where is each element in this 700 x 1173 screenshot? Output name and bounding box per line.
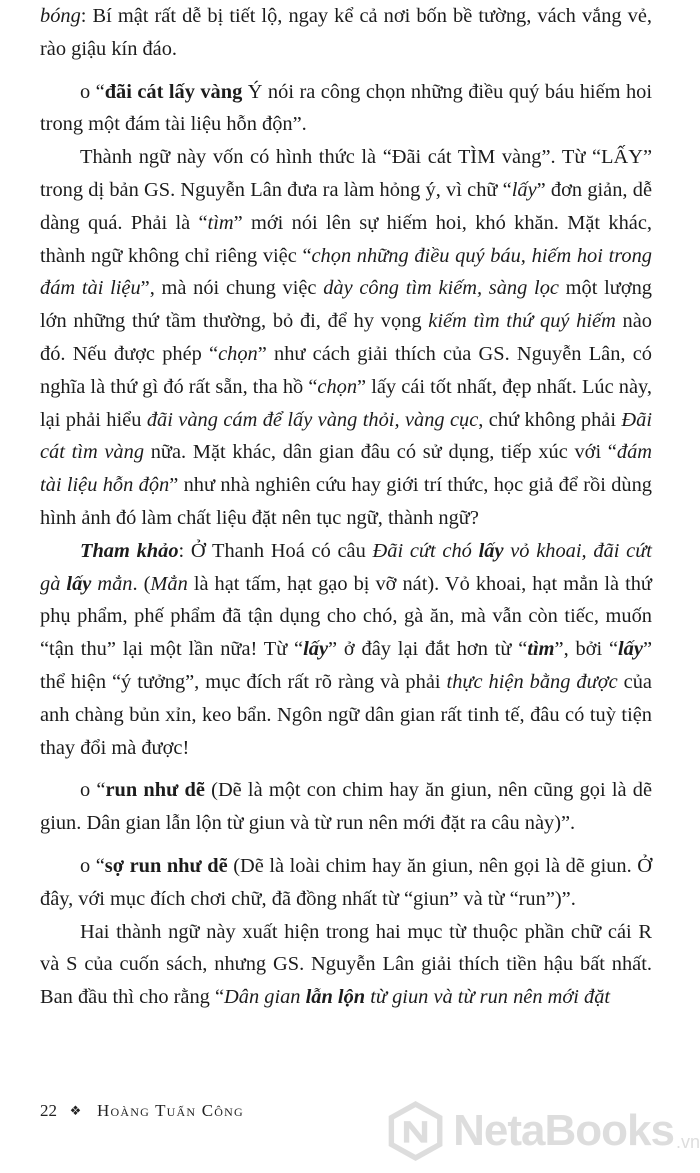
text-run: Hai thành ngữ này xuất hiện trong hai mục từ thuộc phần chữ cái R và S của cuốn sách, nhưng GS. Nguyễn Lân giải thích tiền hậu bất nhất. Ban đầu thì cho rằng “	[40, 920, 652, 1009]
italic-text: Dân gian	[224, 986, 306, 1009]
watermark-brand: NetaBooks	[453, 1105, 674, 1155]
text-run: một lượng lớn những thứ tầm thường, bỏ đi, để hy vọng	[40, 277, 653, 333]
text-run: Thành ngữ này vốn có hình thức là “Đãi cát TÌM vàng”. Từ “LẤY” trong dị bản GS. Nguyễn Lân đưa ra làm hỏng ý, vì chữ “	[40, 146, 652, 201]
text-run: nữa. Mặt khác, dân gian đâu có sử dụng, tiếp xúc với “	[144, 441, 617, 464]
text-run: (Dẽ là loài chim hay ăn giun, nên gọi là dẽ giun. Ở đây, với mục đích chơi chữ, đã đồng nhất từ “giun” và từ “run”)”.	[40, 854, 652, 910]
text-run: ”, bởi “	[554, 638, 619, 661]
text-run: ” như nhà nghiên cứu hay giới trí thức, học giả để rồi dùng hình ảnh đó làm chất liệu đặt nên tục ngữ, thành ngữ?	[40, 474, 652, 529]
italic-text: dày công tìm kiếm, sàng lọc	[323, 277, 559, 300]
text-run: ” lấy cái tốt nhất, đẹp nhất. Lúc này, lại phải hiểu	[40, 375, 652, 431]
italic-text: thực hiện bằng được	[446, 670, 618, 693]
paragraph	[40, 141, 652, 535]
italic-text: chọn	[317, 375, 358, 398]
italic-text: từ giun và từ run nên mới đặt	[365, 986, 611, 1009]
italic-text: bóng	[40, 5, 81, 27]
emphasis-text: lấy	[618, 638, 643, 661]
text-run: (Dẽ là một con chim hay ăn giun, nên cũng gọi là dẽ giun. Dân gian lẫn lộn từ giun và từ run nên mới đặt ra câu này)”.	[40, 779, 653, 835]
text-run: o “	[80, 80, 105, 103]
paragraph	[40, 916, 652, 1014]
emphasis-text: lẫn lộn	[305, 986, 366, 1009]
ornament-icon: ❖	[69, 1103, 83, 1118]
italic-text: kiếm tìm thứ quý hiếm	[428, 310, 616, 333]
running-author: Hoàng Tuấn Công	[97, 1101, 244, 1120]
text-run: , chứ không phải	[478, 408, 622, 431]
paragraph-entry	[40, 774, 652, 840]
paragraph-entry	[40, 76, 652, 142]
italic-text: chọn những điều quý báu, hiếm hoi trong đám tài liệu	[40, 244, 653, 300]
netabooks-watermark	[386, 1088, 700, 1173]
page-number: 22	[40, 1101, 57, 1120]
emphasis-text: lấy	[66, 572, 92, 595]
page-footer	[40, 1099, 244, 1123]
emphasis-text: Tham khảo	[80, 539, 179, 562]
italic-text: mẳn	[91, 572, 133, 595]
emphasis-text: lấy	[478, 539, 504, 562]
italic-text: Đãi cát tìm vàng	[40, 408, 652, 464]
book-page	[40, 0, 652, 1173]
text-run: của anh chàng bủn xỉn, keo bẩn. Ngôn ngữ dân gian rất tinh tế, đâu có tuỳ tiện thay đổi mà được!	[40, 670, 652, 759]
emphasis-text: đãi cát lấy vàng	[104, 80, 243, 103]
text-run: : Ở Thanh Hoá có câu	[178, 539, 373, 562]
italic-text: Mẳn	[150, 572, 188, 595]
text-run: là hạt tấm, hạt gạo bị vỡ nát). Vỏ khoai, hạt mẳn là thứ phụ phẩm, phế phẩm đã tận dụng cho chó, gà ăn, mà vẫn còn tiếc, muốn “tận thu” lại một lần nữa! Từ “	[40, 572, 652, 661]
emphasis-text: lấy	[303, 638, 329, 661]
netabooks-logo-icon	[386, 1098, 445, 1164]
text-run: ” mới nói lên sự hiếm hoi, khó khăn. Mặt khác, thành ngữ không chỉ riêng việc “	[40, 211, 652, 267]
text-run: o “	[80, 779, 106, 802]
text-run: o “	[80, 854, 105, 877]
emphasis-text: sợ run như dẽ	[104, 854, 228, 877]
italic-text: Đãi cứt chó	[372, 539, 479, 562]
text-run: nào đó. Nếu được phép “	[40, 310, 652, 365]
emphasis-text: run như dẽ	[105, 779, 205, 802]
paragraph-reference	[40, 535, 652, 765]
watermark-tld: .vn	[675, 1132, 700, 1152]
italic-text: lấy	[511, 178, 537, 201]
paragraph	[40, 0, 652, 66]
text-run: Ý nói ra công chọn những điều quý báu hiếm hoi trong một đám tài liệu hỗn độn”.	[40, 80, 653, 136]
italic-text: vỏ khoai, đãi cứt gà	[40, 539, 652, 595]
text-run: ” thể hiện “ý tưởng”, mục đích rất rõ ràng và phải	[40, 638, 652, 693]
italic-text: chọn	[218, 342, 258, 365]
text-run: ” đơn giản, dễ dàng quá. Phải là “	[40, 178, 652, 234]
paragraph-entry	[40, 850, 652, 916]
text-run: : Bí mật rất dễ bị tiết lộ, ngay kể cả nơi bốn bề tường, vách vắng vẻ, rào giậu kín đáo.	[40, 5, 652, 60]
italic-text: đám tài liệu hỗn độn	[40, 441, 652, 497]
text-run: . (	[132, 572, 151, 595]
emphasis-text: tìm	[527, 638, 555, 661]
italic-text: đãi vàng cám để lấy vàng thỏi, vàng cục	[146, 408, 479, 431]
text-run: ” ở đây lại đắt hơn từ “	[328, 638, 528, 661]
text-run: ”, mà nói chung việc	[140, 277, 324, 300]
italic-text: tìm	[207, 211, 234, 234]
text-run: ” như cách giải thích của GS. Nguyễn Lân, có nghĩa là thứ gì đó rất sẵn, tha hồ “	[40, 342, 652, 398]
